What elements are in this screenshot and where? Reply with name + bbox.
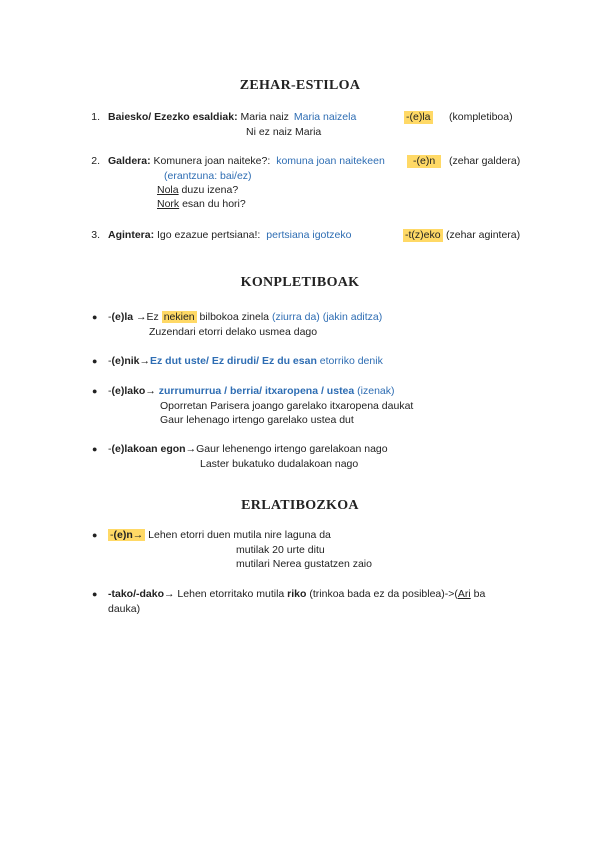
example-line: Laster bukatuko dudalakoan nago bbox=[200, 458, 359, 470]
suffix-key: (e)n bbox=[113, 529, 133, 541]
heading-zehar-estiloa: ZEHAR-ESTILOA bbox=[239, 78, 361, 93]
note: (izenak) bbox=[354, 385, 395, 397]
type-note: (kompletiboa) bbox=[449, 111, 513, 123]
type-note: (zehar agintera) bbox=[446, 229, 521, 241]
example-line: Ni ez naiz Maria bbox=[246, 126, 322, 138]
bullet-icon: ● bbox=[92, 312, 98, 322]
converted-text: pertsiana igotzeko bbox=[266, 229, 352, 241]
suffix-key: -tako/-dako bbox=[108, 588, 165, 600]
example-text: Komunera joan naiteke?: bbox=[153, 155, 271, 167]
suffix-highlight: -t(z)eko bbox=[405, 229, 441, 241]
item-label: Baiesko/ Ezezko esaldiak: bbox=[108, 111, 238, 123]
heading-erlatibozkoa: ERLATIBOZKOA bbox=[241, 498, 359, 513]
bullet-icon: ● bbox=[92, 386, 98, 396]
suffix-highlight: -(e)n bbox=[407, 155, 441, 168]
list-item bbox=[108, 111, 356, 124]
bullet-icon: ● bbox=[92, 589, 98, 599]
list-item: -(e)lakoan egon→Gaur lehenengo irtengo garelakoan nago bbox=[108, 443, 388, 455]
list-item: -(e)n→ Lehen etorri duen mutila nire laguna da bbox=[110, 529, 331, 541]
example-line: Gaur lehenago irtengo garelako ustea dut bbox=[160, 414, 354, 426]
suffix-key: (e)la bbox=[111, 311, 134, 323]
question-word: Nork bbox=[157, 198, 180, 210]
list-item: -(e)nik→Ez dut uste/ Ez dirudi/ Ez du esan etorriko denik bbox=[108, 355, 383, 367]
suffix-highlight: -(e)la bbox=[406, 111, 431, 123]
example-line: mutilari Nerea gustatzen zaio bbox=[236, 558, 372, 570]
example-line: dauka) bbox=[108, 603, 141, 615]
bullet-icon: ● bbox=[92, 356, 98, 366]
list-number: 2. bbox=[91, 155, 100, 167]
item-label: Galdera: bbox=[108, 155, 151, 167]
list-item bbox=[108, 155, 385, 168]
note: (ziurra da) (jakin aditza) bbox=[271, 311, 383, 323]
list-item bbox=[108, 229, 352, 242]
list-item: -tako/-dako→ Lehen etorritako mutila riko (trinkoa bada ez da posiblea)->(Ari ba bbox=[108, 588, 486, 600]
noun-list: zurrumurrua / berria/ itxaropena / ustea bbox=[158, 385, 355, 397]
list-item: -(e)lako→ zurrumurrua / berria/ itxaropena / ustea (izenak) bbox=[108, 385, 395, 397]
suffix-highlight: -(e)n→ bbox=[110, 529, 144, 541]
item-label: Agintera: bbox=[108, 229, 155, 241]
suffix-key: (e)lako bbox=[111, 385, 146, 397]
converted-text: Maria naizela bbox=[293, 111, 357, 123]
bullet-icon: ● bbox=[92, 530, 98, 540]
heading-konpletiboak: KONPLETIBOAK bbox=[240, 275, 360, 290]
example-line: mutilak 20 urte ditu bbox=[236, 544, 325, 556]
example-text: Igo ezazue pertsiana!: bbox=[157, 229, 261, 241]
example-text: Maria naiz bbox=[240, 111, 289, 123]
example-line: Nola duzu izena? bbox=[157, 184, 239, 196]
ari-word: Ari bbox=[457, 588, 471, 600]
verb-list: Ez dut uste/ Ez dirudi/ Ez du esan bbox=[150, 355, 317, 367]
example-line: Oporretan Parisera joango garelako itxaropena daukat bbox=[160, 400, 414, 412]
riko-word: riko bbox=[287, 588, 307, 600]
suffix-key: (e)lakoan egon bbox=[111, 443, 186, 455]
list-number: 3. bbox=[91, 229, 100, 241]
bullet-icon: ● bbox=[92, 444, 98, 454]
example-line: Nork esan du hori? bbox=[157, 198, 246, 210]
example-line: Zuzendari etorri delako usmea dago bbox=[149, 326, 318, 338]
suffix-key: (e)nik bbox=[111, 355, 140, 367]
highlight-word: nekien bbox=[163, 311, 195, 323]
list-item: -(e)la →Ez nekien bilbokoa zinela (ziurra da) (jakin aditza) bbox=[108, 311, 383, 323]
converted-text: komuna joan naitekeen bbox=[276, 155, 385, 167]
list-number: 1. bbox=[91, 111, 100, 123]
type-note: (zehar galdera) bbox=[449, 155, 521, 167]
answer-note: (erantzuna: bai/ez) bbox=[164, 170, 252, 182]
question-word: Nola bbox=[157, 184, 179, 196]
